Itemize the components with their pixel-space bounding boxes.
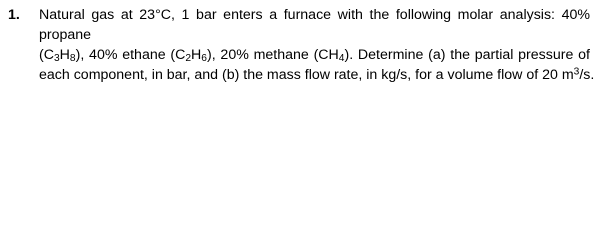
- subscript: 8: [69, 53, 76, 65]
- problem-text: [39, 5, 595, 85]
- text-segment: ), 20% methane (CH: [206, 47, 339, 63]
- subscript: 4: [338, 53, 345, 65]
- problem-statement: [8, 5, 594, 85]
- subscript: 3: [53, 53, 60, 65]
- problem-line-2: [39, 45, 590, 65]
- problem-line-3: [39, 65, 595, 85]
- text-segment: each component, in bar, and (b) the mass flow rate, in kg/s, for a volume flow of 20 m: [39, 67, 574, 83]
- text-segment: H: [59, 47, 70, 63]
- subscript: 2: [185, 53, 192, 65]
- text-segment: /s.: [579, 67, 595, 83]
- text-segment: ). Determine (a) the partial pressure of: [344, 47, 590, 63]
- subscript: 6: [201, 53, 207, 65]
- problem-line-1: Natural gas at 23°C, 1 bar enters a furnace with the following molar analysis: 40% propane: [39, 7, 590, 43]
- text-segment: H: [191, 47, 202, 63]
- text-segment: ), 40% ethane (C: [75, 47, 186, 63]
- superscript: 3: [573, 66, 580, 78]
- text-segment: (C: [39, 47, 54, 63]
- problem-number: 1.: [8, 7, 20, 23]
